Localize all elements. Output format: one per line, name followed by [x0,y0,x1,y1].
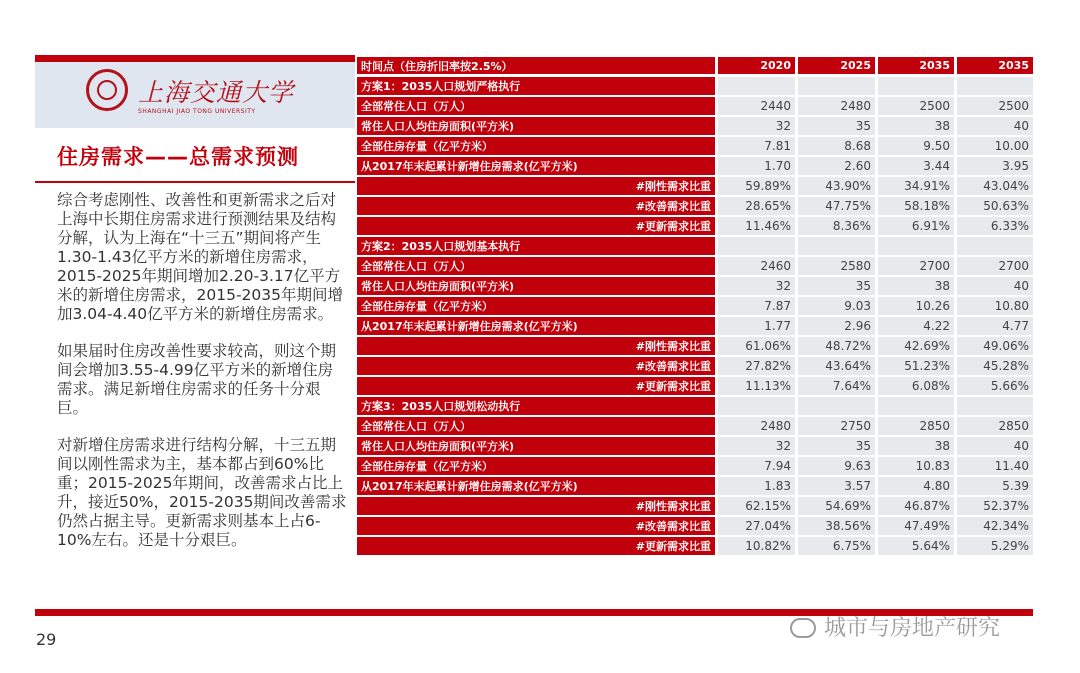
table-cell: 6.08% [875,377,954,397]
table-cell: 35 [795,117,875,137]
table-cell: 7.81 [715,137,795,157]
table-cell: 9.50 [875,137,954,157]
table-row [357,317,1033,337]
table-cell: 42.34% [954,517,1033,537]
table-cell: 11.13% [715,377,795,397]
table-row [357,157,1033,177]
university-name-cn: 上海交通大学 [138,78,295,107]
table-cell: 38.56% [795,517,875,537]
row-label: 从2017年末起累计新增住房需求(亿平方米) [357,317,715,337]
table-cell: 3.57 [795,477,875,497]
table-cell: 2460 [715,257,795,277]
table-cell [715,237,795,257]
watermark [790,611,1000,642]
table-cell: 45.28% [954,357,1033,377]
summary-paragraph: 综合考虑刚性、改善性和更新需求之后对上海中长期住房需求进行预测结果及结构分解，认为上海在“十三五”期间将产生1.30-1.43亿平方米的新增住房需求，2015-2025年期间增加2.20-3.17亿平方米的新增住房需求，2015-2035年期间增加3.04-4.40亿平方米的新增住房需求。 [57,191,343,323]
table-cell [954,237,1033,257]
summary-text-panel [35,181,355,609]
table-cell: 2750 [795,417,875,437]
table-row [357,277,1033,297]
table-row [357,437,1033,457]
row-label: #更新需求比重 [357,537,715,557]
table-cell: 38 [875,277,954,297]
row-label: #改善需求比重 [357,197,715,217]
row-label: #刚性需求比重 [357,177,715,197]
table-cell: 6.91% [875,217,954,237]
table-cell: 3.44 [875,157,954,177]
table-cell: 5.29% [954,537,1033,557]
table-row [357,137,1033,157]
table-cell: 3.95 [954,157,1033,177]
table-cell: 32 [715,117,795,137]
row-label: #刚性需求比重 [357,497,715,517]
table-cell: 10.26 [875,297,954,317]
table-cell: 5.64% [875,537,954,557]
table-cell: 35 [795,277,875,297]
table-cell: 6.33% [954,217,1033,237]
table-cell [715,77,795,97]
header-year: 2035 [875,57,954,77]
table-cell: 43.04% [954,177,1033,197]
slide-heading: 住房需求——总需求预测 [57,145,299,169]
table-cell: 7.64% [795,377,875,397]
table-cell: 2700 [875,257,954,277]
table-row [357,417,1033,437]
table-cell: 2.96 [795,317,875,337]
table-cell: 10.83 [875,457,954,477]
table-cell: 7.87 [715,297,795,317]
row-label: 常住人口人均住房面积(平方米) [357,117,715,137]
table-row [357,217,1033,237]
table-cell: 2.60 [795,157,875,177]
row-label: #改善需求比重 [357,357,715,377]
table-row [357,117,1033,137]
watermark-text: 城市与房地产研究 [824,616,1001,641]
university-seal-icon [86,69,128,111]
table-cell: 1.70 [715,157,795,177]
summary-paragraph: 对新增住房需求进行结构分解，十三五期间以刚性需求为主，基本都占到60%比重；2015-2025年期间，改善需求占比上升，接近50%，2015-2035期间改善需求仍然占据主导。更新需求则基本上占6-10%左右。还是十分艰巨。 [57,436,347,549]
table-cell: 42.69% [875,337,954,357]
table-cell: 2850 [875,417,954,437]
table-cell: 50.63% [954,197,1033,217]
table-cell: 58.18% [875,197,954,217]
table-cell [795,397,875,417]
header-year: 2025 [795,57,875,77]
table-cell: 2500 [875,97,954,117]
row-label: 全部常住人口（万人） [357,417,715,437]
table-cell: 62.15% [715,497,795,517]
table-cell: 1.83 [715,477,795,497]
row-label: 全部住房存量（亿平方米） [357,457,715,477]
row-label: 全部住房存量（亿平方米） [357,137,715,157]
row-label: 从2017年末起累计新增住房需求(亿平方米) [357,477,715,497]
table-cell [954,397,1033,417]
table-section-row [357,237,1033,257]
table-cell: 4.77 [954,317,1033,337]
table-cell: 59.89% [715,177,795,197]
table-cell: 2580 [795,257,875,277]
page-number: 29 [36,630,57,649]
header-year: 2035 [954,57,1033,77]
row-label: 全部常住人口（万人） [357,97,715,117]
table-cell: 34.91% [875,177,954,197]
table-cell: 61.06% [715,337,795,357]
table-cell: 48.72% [795,337,875,357]
row-label: 常住人口人均住房面积(平方米) [357,437,715,457]
table-cell: 11.40 [954,457,1033,477]
row-label: #改善需求比重 [357,517,715,537]
table-cell: 10.80 [954,297,1033,317]
table-cell [715,397,795,417]
row-label: #更新需求比重 [357,217,715,237]
table-cell: 6.75% [795,537,875,557]
section-label: 方案1：2035人口规划严格执行 [357,77,715,97]
table-cell: 46.87% [875,497,954,517]
table-cell: 27.04% [715,517,795,537]
row-label: 全部住房存量（亿平方米） [357,297,715,317]
section-label: 方案2：2035人口规划基本执行 [357,237,715,257]
table-header-row [357,57,1033,77]
table-row [357,257,1033,277]
table-cell: 32 [715,277,795,297]
table-cell: 49.06% [954,337,1033,357]
table-cell: 11.46% [715,217,795,237]
table-row [357,337,1033,357]
table-cell: 1.77 [715,317,795,337]
table-cell: 52.37% [954,497,1033,517]
table-cell: 54.69% [795,497,875,517]
housing-demand-table [357,57,1033,557]
table-cell: 4.22 [875,317,954,337]
table-cell: 2440 [715,97,795,117]
header-year: 2020 [715,57,795,77]
top-red-rule [35,55,355,62]
table-row [357,377,1033,397]
table-cell [875,237,954,257]
table-cell: 9.03 [795,297,875,317]
table-cell: 47.49% [875,517,954,537]
university-name-en: SHANGHAI JIAO TONG UNIVERSITY [138,108,256,115]
summary-paragraph: 如果届时住房改善性要求较高，则这个期间会增加3.55-4.99亿平方米的新增住房需求。满足新增住房需求的任务十分艰巨。 [57,342,337,417]
table-cell: 32 [715,437,795,457]
table-cell: 5.66% [954,377,1033,397]
table-cell [954,77,1033,97]
university-logo-banner [35,62,355,128]
table-cell: 38 [875,437,954,457]
row-label: 常住人口人均住房面积(平方米) [357,277,715,297]
row-label: #刚性需求比重 [357,337,715,357]
wechat-icon [790,618,816,638]
table-row [357,517,1033,537]
table-cell: 8.36% [795,217,875,237]
table-cell: 40 [954,277,1033,297]
header-label: 时间点（住房折旧率按2.5%） [357,57,715,77]
table-row [357,537,1033,557]
table-cell: 7.94 [715,457,795,477]
table-cell: 40 [954,437,1033,457]
table-row [357,477,1033,497]
table-row [357,297,1033,317]
table-cell: 2480 [715,417,795,437]
table-cell: 2500 [954,97,1033,117]
table-cell: 27.82% [715,357,795,377]
table-cell: 10.82% [715,537,795,557]
table-row [357,497,1033,517]
table-cell [875,77,954,97]
table-cell: 40 [954,117,1033,137]
table-cell: 43.64% [795,357,875,377]
table-cell: 51.23% [875,357,954,377]
table-cell: 5.39 [954,477,1033,497]
table-cell: 38 [875,117,954,137]
table-cell: 4.80 [875,477,954,497]
section-label: 方案3：2035人口规划松动执行 [357,397,715,417]
table-cell: 8.68 [795,137,875,157]
table-section-row [357,397,1033,417]
row-label: 全部常住人口（万人） [357,257,715,277]
table-row [357,357,1033,377]
table-row [357,457,1033,477]
table-cell: 2700 [954,257,1033,277]
row-label: #更新需求比重 [357,377,715,397]
table-cell: 2850 [954,417,1033,437]
table-cell: 35 [795,437,875,457]
table-section-row [357,77,1033,97]
table-cell: 10.00 [954,137,1033,157]
table-cell: 28.65% [715,197,795,217]
table-cell: 43.90% [795,177,875,197]
table-row [357,197,1033,217]
table-cell: 47.75% [795,197,875,217]
table-row [357,177,1033,197]
table-cell [795,77,875,97]
row-label: 从2017年末起累计新增住房需求(亿平方米) [357,157,715,177]
table-cell [875,397,954,417]
table-cell [795,237,875,257]
table-cell: 9.63 [795,457,875,477]
table-cell: 2480 [795,97,875,117]
table-row [357,97,1033,117]
